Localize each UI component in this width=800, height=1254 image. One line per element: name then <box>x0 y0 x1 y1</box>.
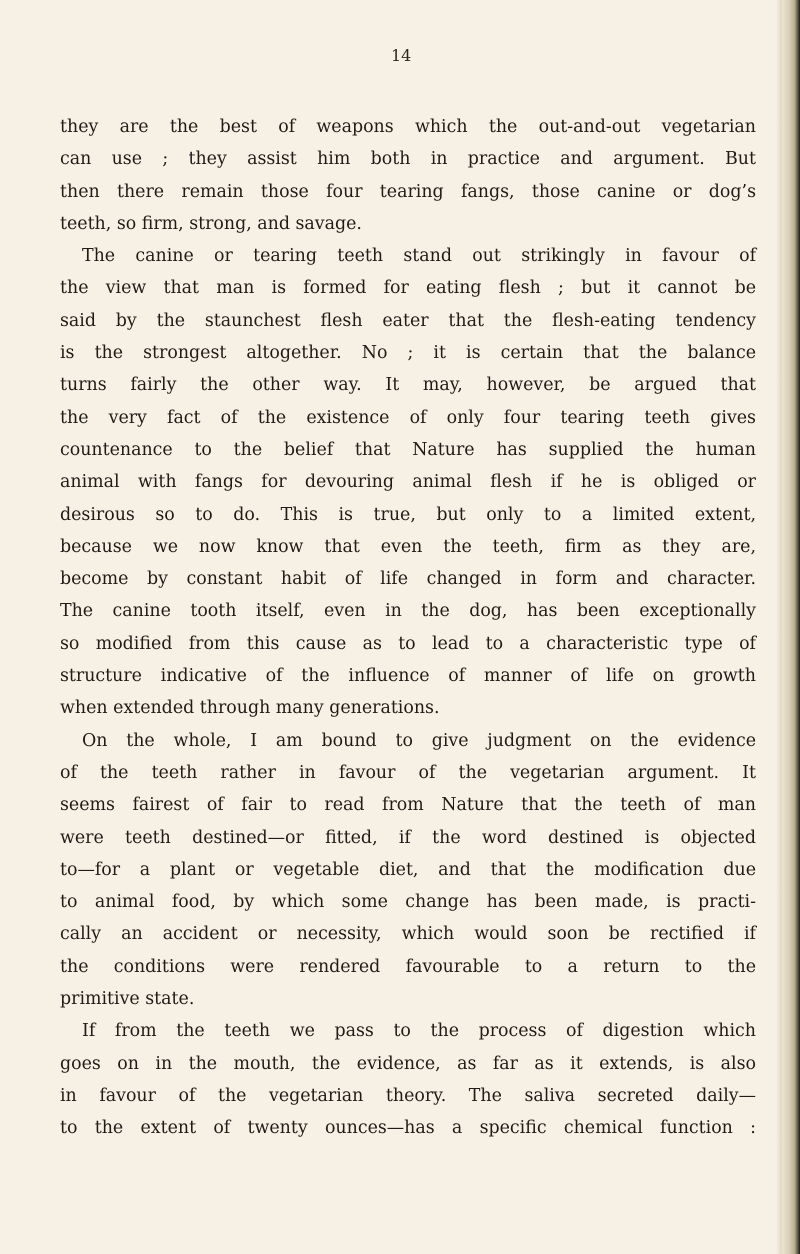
text-line: goes on in the mouth, the evidence, as far as it extends, is also <box>60 1053 756 1074</box>
body-text <box>60 111 756 1145</box>
text-line: because we now know that even the teeth, firm as they are, <box>60 536 756 557</box>
text-line: were teeth destined—or fitted, if the word destined is objected <box>60 827 756 848</box>
text-line: to animal food, by which some change has been made, is practi- <box>60 892 756 913</box>
text-line: animal with fangs for devouring animal flesh if he is obliged or <box>60 472 756 493</box>
text-line: in favour of the vegetarian theory. The saliva secreted daily— <box>60 1085 756 1106</box>
text-line: seems fairest of fair to read from Nature that the teeth of man <box>60 795 756 816</box>
text-line: to the extent of twenty ounces—has a specific chemical function : <box>60 1118 756 1139</box>
page-edge <box>782 0 800 1254</box>
paragraph <box>60 1015 756 1144</box>
text-line: is the strongest altogether. No ; it is certain that the balance <box>60 343 756 364</box>
text-line: become by constant habit of life changed in form and character. <box>60 569 756 590</box>
text-line: If from the teeth we pass to the process of digestion which <box>82 1021 756 1042</box>
paragraph <box>60 111 756 240</box>
text-line: to—for a plant or vegetable diet, and that the modification due <box>60 859 756 880</box>
text-line: desirous so to do. This is true, but only to a limited extent, <box>60 504 756 525</box>
text-line: the very fact of the existence of only four tearing teeth gives <box>60 407 756 428</box>
page-number: 14 <box>391 46 412 65</box>
text-line: the conditions were rendered favourable to a return to the <box>60 956 756 977</box>
text-line: can use ; they assist him both in practice and argument. But <box>60 149 756 170</box>
text-line: they are the best of weapons which the out-and-out vegetarian <box>60 117 756 137</box>
text-line: The canine tooth itself, even in the dog, has been exceptionally <box>60 601 756 622</box>
text-line: On the whole, I am bound to give judgment on the evidence <box>82 730 756 751</box>
text-line: cally an accident or necessity, which would soon be rectified if <box>60 924 756 945</box>
text-line: when extended through many generations. <box>60 698 440 719</box>
text-line: The canine or tearing teeth stand out strikingly in favour of <box>82 246 756 267</box>
text-line: said by the staunchest flesh eater that the flesh-eating tendency <box>60 310 756 331</box>
text-line: then there remain those four tearing fangs, those canine or dog’s <box>60 181 756 202</box>
text-line: so modified from this cause as to lead to a characteristic type of <box>60 633 756 654</box>
text-line: countenance to the belief that Nature has supplied the human <box>60 439 756 460</box>
text-line: teeth, so firm, strong, and savage. <box>60 213 362 234</box>
text-line: primitive state. <box>60 989 195 1010</box>
text-line: the view that man is formed for eating flesh ; but it cannot be <box>60 278 756 299</box>
paragraph <box>60 240 756 724</box>
text-line: turns fairly the other way. It may, however, be argued that <box>60 375 756 396</box>
text-line: of the teeth rather in favour of the vegetarian argument. It <box>60 762 756 783</box>
text-line: structure indicative of the influence of manner of life on growth <box>60 666 756 687</box>
paragraph <box>60 725 756 1016</box>
